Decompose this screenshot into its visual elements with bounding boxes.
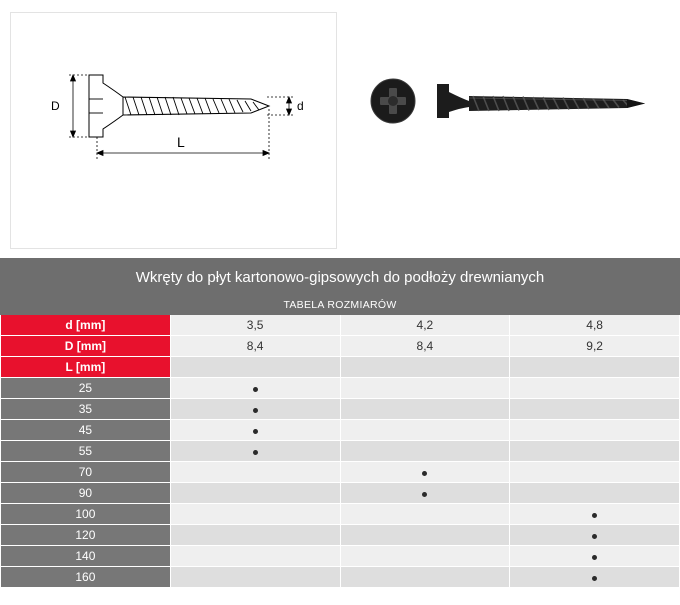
availability-cell-1	[170, 483, 340, 504]
D-value-3: 9,2	[510, 336, 680, 357]
length-label: 45	[1, 420, 171, 441]
row-header-D-big: D [mm]	[1, 336, 171, 357]
availability-cell-1	[170, 378, 340, 399]
d-value-2: 4,2	[340, 315, 510, 336]
screw-technical-drawing	[11, 13, 334, 246]
availability-dot	[422, 492, 427, 497]
availability-dot	[253, 408, 258, 413]
table-title-row	[1, 259, 680, 296]
table-row-d	[1, 315, 680, 336]
table-row	[1, 462, 680, 483]
table-title: Wkręty do płyt kartonowo-gipsowych do podłoży drewnianych	[1, 259, 680, 296]
table-row	[1, 420, 680, 441]
d-value-1: 3,5	[170, 315, 340, 336]
availability-cell-3	[510, 420, 680, 441]
length-label: 25	[1, 378, 171, 399]
table-row	[1, 525, 680, 546]
availability-cell-1	[170, 525, 340, 546]
table-row	[1, 504, 680, 525]
availability-cell-1	[170, 504, 340, 525]
availability-cell-3	[510, 567, 680, 588]
availability-cell-2	[340, 567, 510, 588]
availability-cell-2	[340, 462, 510, 483]
L-header-spacer-1	[170, 357, 340, 378]
table-subtitle: TABELA ROZMIARÓW	[1, 296, 680, 315]
screw-photo	[345, 12, 668, 245]
availability-dot	[253, 450, 258, 455]
dimension-label-D: D	[51, 99, 60, 113]
D-value-1: 8,4	[170, 336, 340, 357]
L-header-spacer-2	[340, 357, 510, 378]
dimension-label-d: d	[297, 99, 304, 113]
row-header-d: d [mm]	[1, 315, 171, 336]
table-subtitle-row	[1, 296, 680, 315]
availability-cell-2	[340, 420, 510, 441]
availability-cell-1	[170, 567, 340, 588]
availability-dot	[592, 576, 597, 581]
table-row-D	[1, 336, 680, 357]
length-label: 120	[1, 525, 171, 546]
availability-dot	[592, 513, 597, 518]
availability-cell-3	[510, 525, 680, 546]
availability-cell-2	[340, 483, 510, 504]
availability-cell-3	[510, 462, 680, 483]
availability-cell-2	[340, 525, 510, 546]
table-row	[1, 378, 680, 399]
table-row	[1, 483, 680, 504]
table-row	[1, 399, 680, 420]
length-label: 70	[1, 462, 171, 483]
availability-cell-1	[170, 546, 340, 567]
availability-dot	[253, 429, 258, 434]
d-value-3: 4,8	[510, 315, 680, 336]
availability-cell-2	[340, 441, 510, 462]
availability-cell-3	[510, 378, 680, 399]
product-photo-panel	[345, 12, 670, 247]
availability-dot	[592, 555, 597, 560]
availability-dot	[422, 471, 427, 476]
availability-cell-1	[170, 462, 340, 483]
length-label: 100	[1, 504, 171, 525]
row-header-L: L [mm]	[1, 357, 171, 378]
availability-cell-2	[340, 546, 510, 567]
availability-cell-1	[170, 399, 340, 420]
availability-cell-3	[510, 483, 680, 504]
length-label: 55	[1, 441, 171, 462]
product-illustration-area	[0, 0, 680, 258]
D-value-2: 8,4	[340, 336, 510, 357]
size-table	[0, 258, 680, 588]
availability-cell-3	[510, 399, 680, 420]
availability-cell-2	[340, 378, 510, 399]
availability-dot	[592, 534, 597, 539]
availability-cell-1	[170, 420, 340, 441]
table-row	[1, 546, 680, 567]
table-row	[1, 567, 680, 588]
L-header-spacer-3	[510, 357, 680, 378]
availability-cell-3	[510, 441, 680, 462]
dimension-label-L: L	[177, 134, 185, 150]
length-label: 90	[1, 483, 171, 504]
availability-cell-3	[510, 546, 680, 567]
length-label: 35	[1, 399, 171, 420]
availability-dot	[253, 387, 258, 392]
availability-cell-3	[510, 504, 680, 525]
availability-cell-1	[170, 441, 340, 462]
length-label: 160	[1, 567, 171, 588]
table-row	[1, 441, 680, 462]
table-row-L-header	[1, 357, 680, 378]
technical-drawing-panel	[10, 12, 337, 249]
availability-cell-2	[340, 399, 510, 420]
availability-cell-2	[340, 504, 510, 525]
length-label: 140	[1, 546, 171, 567]
